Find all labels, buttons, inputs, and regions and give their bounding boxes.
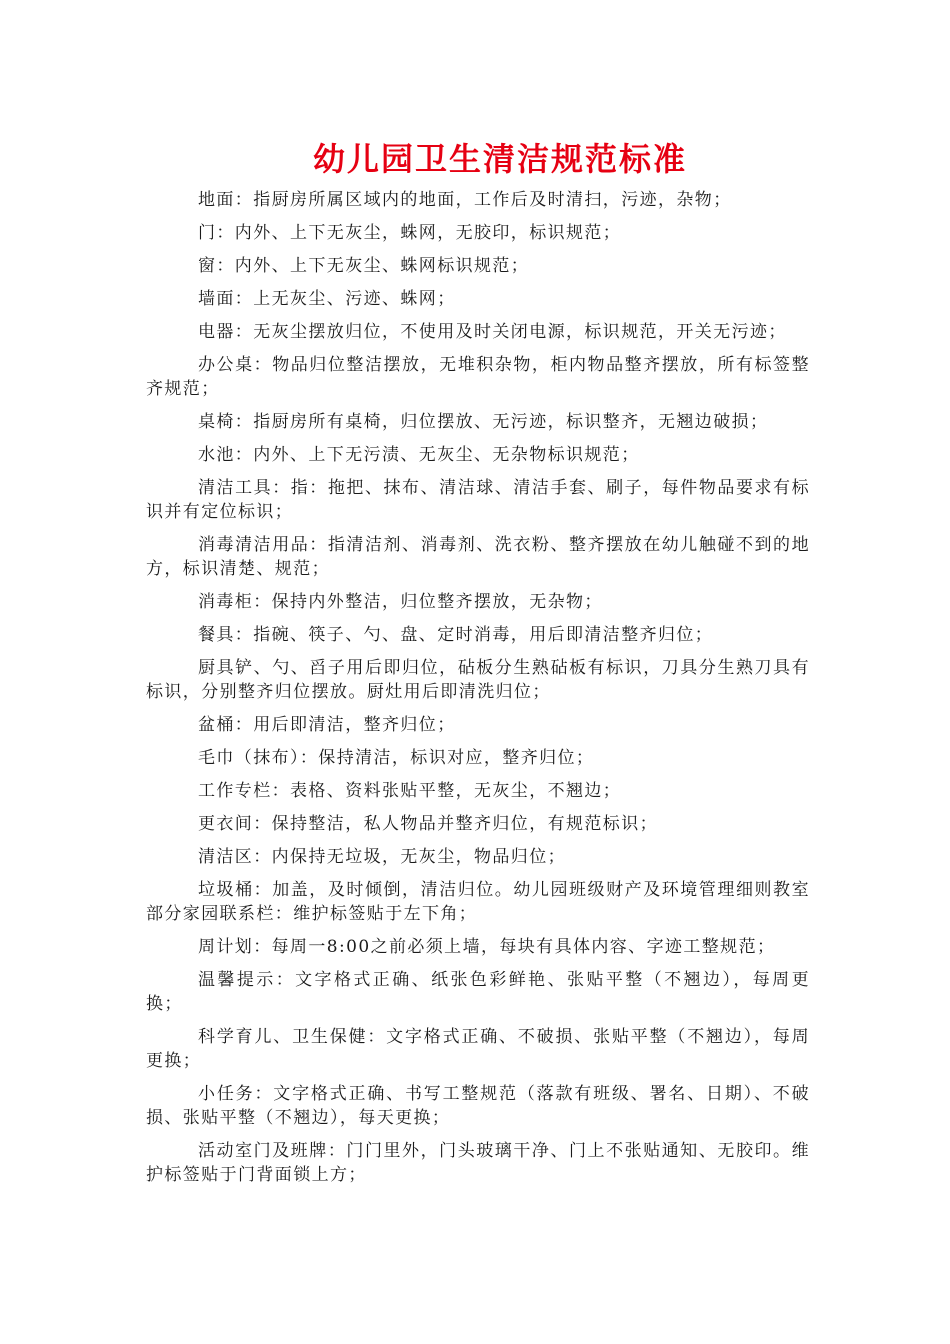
paragraph-warm-tips: 温馨提示：文字格式正确、纸张色彩鲜艳、张贴平整（不翘边），每周更换； [146, 970, 810, 1014]
paragraph-weekly-plan: 周计划：每周一8:00之前必须上墙，每块有具体内容、字迹工整规范； [198, 937, 776, 957]
paragraph-floor: 地面：指厨房所属区域内的地面，工作后及时清扫，污迹，杂物； [198, 190, 732, 210]
document-body [146, 188, 810, 1196]
paragraph-classroom-door: 活动室门及班牌：门门里外，门头玻璃干净、门上不张贴通知、无胶印。维护标签贴于门背面锁上方； [146, 1141, 810, 1185]
paragraph-clean-area: 清洁区：内保持无垃圾，无灰尘，物品归位； [198, 847, 566, 867]
paragraph-disinfection-cabinet: 消毒柜：保持内外整洁，归位整齐摆放，无杂物； [198, 592, 603, 612]
paragraph-cleaning-tools: 清洁工具：指：拖把、抹布、清洁球、清洁手套、刷子，每件物品要求有标识并有定位标识； [146, 478, 810, 522]
paragraph-appliance: 电器：无灰尘摆放归位，不使用及时关闭电源，标识规范，开关无污迹； [198, 322, 787, 342]
paragraph-disinfectant-supplies: 消毒清洁用品：指清洁剂、消毒剂、洗衣粉、整齐摆放在幼儿触碰不到的地方，标识清楚、规范； [146, 535, 810, 579]
paragraph-wall: 墙面：上无灰尘、污迹、蛛网； [198, 289, 456, 309]
paragraph-trash-bin: 垃圾桶：加盖，及时倾倒，清洁归位。幼儿园班级财产及环境管理细则教室部分家园联系栏：维护标签贴于左下角； [146, 880, 810, 924]
paragraph-work-board: 工作专栏：表格、资料张贴平整，无灰尘，不翘边； [198, 781, 622, 801]
document-title: 幼儿园卫生清洁规范标准 [312, 140, 687, 178]
paragraph-door: 门：内外、上下无灰尘，蛛网，无胶印，标识规范； [198, 223, 622, 243]
paragraph-small-task: 小任务：文字格式正确、书写工整规范（落款有班级、署名、日期）、不破损、张贴平整（不翘边），每天更换； [146, 1084, 810, 1128]
paragraph-kitchenware: 厨具铲、勺、舀子用后即归位，砧板分生熟砧板有标识，刀具分生熟刀具有标识，分别整齐归位摆放。厨灶用后即清洗归位； [146, 658, 810, 702]
paragraph-tableware: 餐具：指碗、筷子、勺、盘、定时消毒，用后即清洁整齐归位； [198, 625, 714, 645]
paragraph-towels: 毛巾（抹布）：保持清洁，标识对应，整齐归位； [198, 748, 595, 768]
paragraph-desk: 办公桌：物品归位整洁摆放，无堆积杂物，柜内物品整齐摆放，所有标签整齐规范； [146, 355, 810, 399]
paragraph-parenting-health: 科学育儿、卫生保健：文字格式正确、不破损、张贴平整（不翘边），每周更换； [146, 1027, 810, 1071]
paragraph-tables-chairs: 桌椅：指厨房所有桌椅，归位摆放、无污迹，标识整齐，无翘边破损； [198, 412, 769, 432]
paragraph-sink: 水池：内外、上下无污渍、无灰尘、无杂物标识规范； [198, 445, 640, 465]
paragraph-changing-room: 更衣间：保持整洁，私人物品并整齐归位，有规范标识； [198, 814, 658, 834]
paragraph-window: 窗：内外、上下无灰尘、蛛网标识规范； [198, 256, 530, 276]
paragraph-basins: 盆桶：用后即清洁，整齐归位； [198, 715, 456, 735]
